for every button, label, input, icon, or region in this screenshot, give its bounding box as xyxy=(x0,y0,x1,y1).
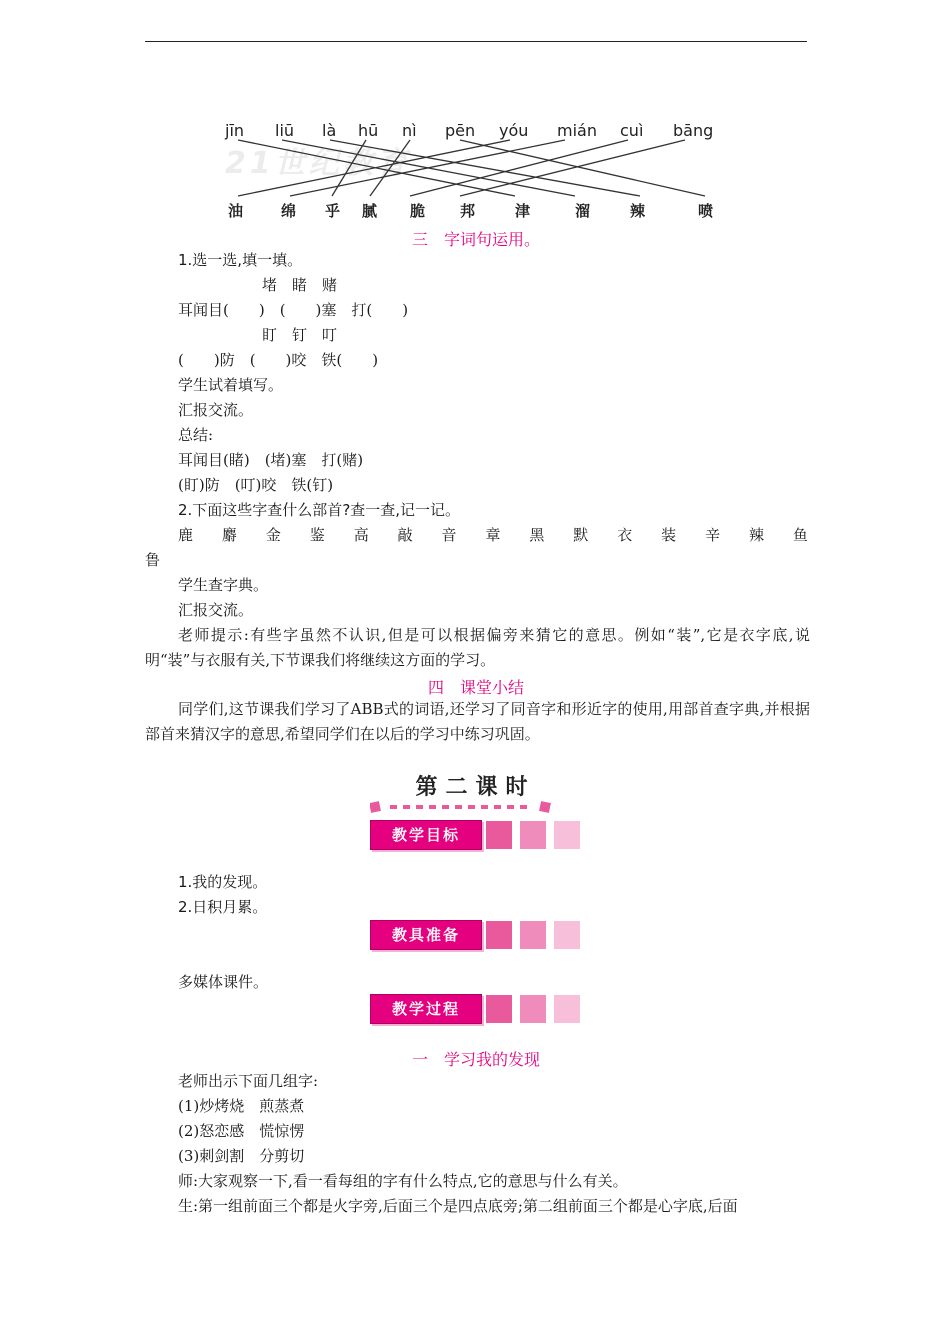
character-item: 辣 xyxy=(630,202,646,220)
body-text: 学生试着填写。 xyxy=(178,376,284,394)
banner-square xyxy=(554,821,580,849)
word-group: (1)炒烤烧 煎蒸煮 xyxy=(178,1097,305,1115)
goal-item: 1.我的发现。 xyxy=(178,873,268,891)
pinyin-item: yóu xyxy=(499,121,529,140)
fill-blank-line: 耳闻目( ) ( )塞 打( ) xyxy=(178,301,409,319)
radical-char: 鉴 xyxy=(309,526,325,544)
pinyin-item: jīn xyxy=(225,121,245,140)
pinyin-item: pēn xyxy=(445,121,476,140)
radical-char: 金 xyxy=(265,526,281,544)
banner-square xyxy=(486,921,512,949)
match-line xyxy=(460,140,685,196)
word-group: (3)刺剑割 分剪切 xyxy=(178,1147,305,1165)
banner-teaching-aids xyxy=(370,920,580,950)
radical-char: 高 xyxy=(353,526,369,544)
section-heading: 三 字词句运用。 xyxy=(411,230,540,249)
banner-label: 教具准备 xyxy=(370,920,482,950)
watermark: 21世纪教育 xyxy=(225,146,411,181)
pinyin-item: cuì xyxy=(620,121,644,140)
header-rule xyxy=(145,41,807,42)
word-group: (2)怒恋感 慌惊愣 xyxy=(178,1122,305,1140)
teacher-question: 师:大家观察一下,看一看每组的字有什么特点,它的意思与什么有关。 xyxy=(178,1172,628,1190)
title-dots xyxy=(370,800,555,814)
character-item: 腻 xyxy=(362,202,378,220)
fill-blank-line: ( )防 ( )咬 铁( ) xyxy=(178,351,379,369)
radical-char: 辣 xyxy=(748,526,764,544)
pinyin-item: nì xyxy=(402,121,417,140)
banner-square xyxy=(486,995,512,1023)
banner-square xyxy=(554,995,580,1023)
character-item: 脆 xyxy=(410,202,426,220)
answer-line: (盯)防 (叮)咬 铁(钉) xyxy=(178,476,334,494)
lesson-title: 第二课时 xyxy=(415,775,536,800)
radical-char: 章 xyxy=(485,526,501,544)
banner-label: 教学过程 xyxy=(370,994,482,1024)
section-heading: 四 课堂小结 xyxy=(427,678,524,697)
character-item: 乎 xyxy=(325,202,341,220)
character-item: 津 xyxy=(515,202,531,220)
radical-char: 衣 xyxy=(617,526,633,544)
radical-char: 音 xyxy=(441,526,457,544)
radical-char: 麝 xyxy=(221,526,237,544)
pinyin-item: liū xyxy=(275,121,295,140)
goal-item: 2.日积月累。 xyxy=(178,898,268,916)
banner-square xyxy=(520,821,546,849)
pinyin-item: hū xyxy=(358,121,379,140)
body-text: 总结: xyxy=(178,426,214,444)
student-answer: 生:第一组前面三个都是火字旁,后面三个是四点底旁;第二组前面三个都是心字底,后面 xyxy=(178,1197,738,1215)
radical-char: 默 xyxy=(573,526,589,544)
choice-set: 盯 钉 叮 xyxy=(262,326,338,344)
body-text: 学生查字典。 xyxy=(178,576,269,594)
banner-teaching-process xyxy=(370,994,580,1024)
section-heading: 一 学习我的发现 xyxy=(411,1050,540,1069)
question-title: 1.选一选,填一填。 xyxy=(178,251,303,269)
radical-char: 辛 xyxy=(705,526,721,544)
radical-char: 鲁 xyxy=(145,551,161,569)
radical-char: 黑 xyxy=(529,526,545,544)
body-text: 汇报交流。 xyxy=(178,601,254,619)
body-text: 老师出示下面几组字: xyxy=(178,1072,319,1090)
character-item: 邦 xyxy=(460,202,476,220)
radical-row xyxy=(178,523,808,548)
body-text: 多媒体课件。 xyxy=(178,973,269,991)
radical-char: 鹿 xyxy=(178,526,194,544)
answer-line: 耳闻目(睹) (堵)塞 打(赌) xyxy=(178,451,364,469)
banner-label: 教学目标 xyxy=(370,820,482,850)
match-line xyxy=(332,140,366,196)
banner-square xyxy=(520,995,546,1023)
question-title: 2.下面这些字查什么部首?查一查,记一记。 xyxy=(178,501,461,519)
match-line xyxy=(460,140,705,196)
teacher-tip: 老师提示:有些字虽然不认识,但是可以根据偏旁来猜它的意思。例如“装”,它是衣字底,说明“装”与衣服有关,下节课我们将继续这方面的学习。 xyxy=(145,626,810,669)
radical-char: 敲 xyxy=(397,526,413,544)
character-row xyxy=(220,200,730,220)
radical-char: 鱼 xyxy=(792,526,808,544)
body-text: 汇报交流。 xyxy=(178,401,254,419)
banner-teaching-goals xyxy=(370,820,580,850)
character-item: 油 xyxy=(228,202,244,220)
choice-set: 堵 睹 赌 xyxy=(262,276,338,294)
radical-char: 装 xyxy=(661,526,677,544)
matching-lines xyxy=(220,136,740,202)
character-item: 喷 xyxy=(698,202,714,220)
match-line xyxy=(290,140,565,196)
character-item: 溜 xyxy=(575,202,591,220)
summary-paragraph: 同学们,这节课我们学习了ABB式的词语,还学习了同音字和形近字的使用,用部首查字典,并根据部首来猜汉字的意思,希望同学们在以后的学习中练习巩固。 xyxy=(145,700,810,743)
pinyin-item: là xyxy=(322,121,337,140)
character-item: 绵 xyxy=(281,202,297,220)
banner-square xyxy=(520,921,546,949)
banner-square xyxy=(554,921,580,949)
pinyin-item: mián xyxy=(557,121,597,140)
banner-square xyxy=(486,821,512,849)
pinyin-item: bāng xyxy=(673,121,714,140)
